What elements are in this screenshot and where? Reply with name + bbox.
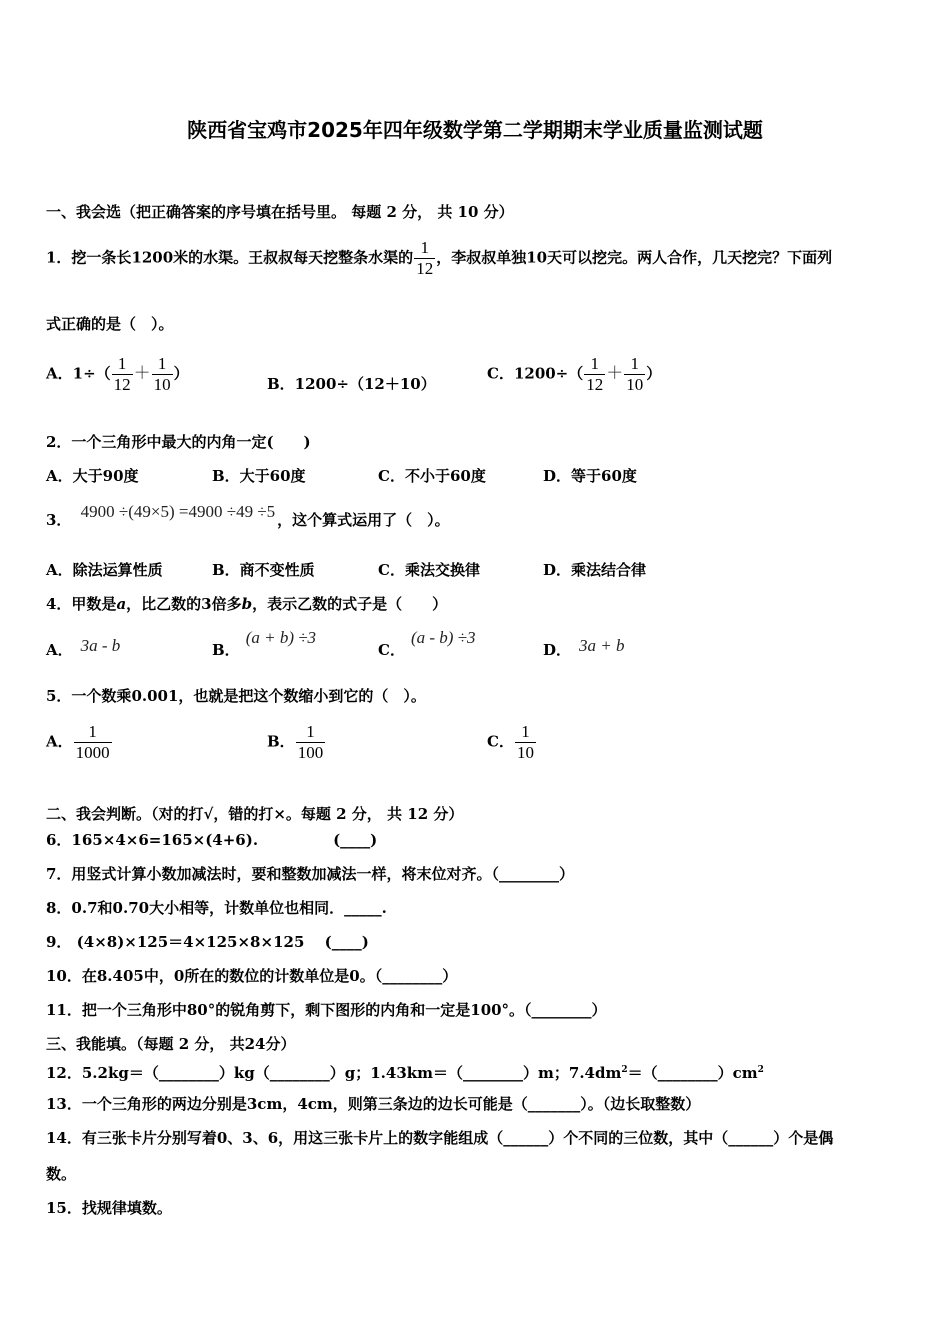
question-4-text xyxy=(46,594,447,614)
superscript-2: 2 xyxy=(757,1065,764,1075)
question-2-option-c: C．不小于60度 xyxy=(378,467,486,485)
question-1-line-2: 式正确的是（ ）。 xyxy=(46,315,174,333)
question-3-line xyxy=(46,502,450,530)
fraction-1-10 xyxy=(515,722,536,763)
fraction-numerator: 1 xyxy=(590,354,600,373)
option-c-label: C． xyxy=(487,732,514,751)
fraction-denominator: 12 xyxy=(586,375,604,394)
question-4-text-c: ，表示乙数的式子是（ ） xyxy=(252,595,448,613)
question-2-option-b: B．大于60度 xyxy=(212,467,306,485)
fraction-numerator: 1 xyxy=(630,354,640,373)
fraction-1-100 xyxy=(296,722,326,763)
page-title: 陕西省宝鸡市2025年四年级数学第二学期期末学业质量监测试题 xyxy=(187,118,763,142)
fraction-numerator: 1 xyxy=(157,354,167,373)
fraction-denominator: 10 xyxy=(626,375,644,394)
question-15-text: 15．找规律填数。 xyxy=(46,1199,172,1217)
option-c-expression: (a - b) ÷3 xyxy=(410,628,476,647)
fraction-numerator: 1 xyxy=(306,722,315,741)
plus-sign: ＋ xyxy=(133,363,151,383)
variable-b: b xyxy=(241,595,253,613)
option-d-expression: 3a + b xyxy=(579,636,625,655)
option-b-expression: (a + b) ÷3 xyxy=(245,628,317,647)
question-14-line-1: 14．有三张卡片分别写着0、3、6，用这三张卡片上的数字能组成（______）个不同的三位数，其中（______）个是偶 xyxy=(46,1129,834,1147)
plus-sign: ＋ xyxy=(606,363,624,383)
question-5-option-b xyxy=(267,722,326,763)
fraction-1-12 xyxy=(414,238,435,279)
question-4-text-b: ，比乙数的3倍多 xyxy=(126,595,242,613)
question-3-option-a: A．除法运算性质 xyxy=(46,561,163,579)
question-2-option-a: A．大于90度 xyxy=(46,467,139,485)
question-12-text xyxy=(46,1060,764,1083)
section-3-heading: 三、我能填。（每题 2 分， 共24分） xyxy=(46,1035,296,1053)
question-11-text: 11．把一个三角形中80°的锐角剪下，剩下图形的内角和一定是100°。（________） xyxy=(46,1001,607,1019)
fraction-numerator: 1 xyxy=(117,354,127,373)
question-13-text: 13．一个三角形的两边分别是3cm，4cm，则第三条边的边长可能是（_______）。（边长取整数） xyxy=(46,1095,701,1113)
question-3-number: 3． xyxy=(46,511,72,529)
question-8-text: 8．0.7和0.70大小相等，计数单位也相同．_____. xyxy=(46,899,387,917)
question-14-line-2: 数。 xyxy=(46,1165,77,1183)
option-c-label: C． xyxy=(378,641,405,659)
option-a-label: A． xyxy=(46,732,73,751)
question-2-text: 2．一个三角形中最大的内角一定( ) xyxy=(46,433,311,451)
superscript-2: 2 xyxy=(621,1065,628,1075)
section-2-heading: 二、我会判断。（对的打√，错的打×。每题 2 分， 共 12 分） xyxy=(46,805,464,823)
fraction-numerator: 1 xyxy=(420,238,429,257)
fraction-1-1000 xyxy=(74,722,112,763)
question-1-line-1 xyxy=(46,238,832,279)
fraction-denominator: 10 xyxy=(516,743,534,762)
question-5-text: 5．一个数乘0.001，也就是把这个数缩小到它的（ ）。 xyxy=(46,687,426,705)
fraction-denominator: 10 xyxy=(153,375,171,394)
variable-a: a xyxy=(116,595,127,613)
question-9-text: 9． (4×8)×125＝4×125×8×125 (____) xyxy=(46,933,369,951)
question-3-option-b: B．商不变性质 xyxy=(212,561,315,579)
fraction-denominator: 100 xyxy=(297,743,324,762)
fraction-denominator: 12 xyxy=(416,259,434,278)
question-4-option-d xyxy=(543,636,625,660)
option-a-expression: 3a - b xyxy=(80,636,121,655)
question-7-text: 7．用竖式计算小数加减法时，要和整数加减法一样，将末位对齐。（________） xyxy=(46,865,574,883)
question-1-text-b: ，李叔叔单独10天可以挖完。两人合作，几天挖完？下面列 xyxy=(436,248,833,267)
question-10-text: 10．在8.405中，0所在的数位的计数单位是0。（________） xyxy=(46,967,458,985)
question-4-option-a xyxy=(46,636,121,660)
fraction-denominator: 1000 xyxy=(75,743,110,762)
option-d-label: D． xyxy=(543,641,572,659)
option-c-label: C．1200÷（ xyxy=(487,364,584,383)
question-5-option-a xyxy=(46,722,113,763)
close-paren: ） xyxy=(173,364,189,383)
question-2-option-d: D．等于60度 xyxy=(543,467,637,485)
option-b-label: B． xyxy=(267,732,295,751)
question-3-expression: 4900 ÷(49×5) =4900 ÷49 ÷5 xyxy=(80,502,276,521)
question-3-text: ，这个算式运用了（ ）。 xyxy=(277,511,450,529)
question-5-option-c xyxy=(487,722,537,763)
question-3-option-d: D．乘法结合律 xyxy=(543,561,647,579)
question-1-text-a: 1．挖一条长1200米的水渠。王叔叔每天挖整条水渠的 xyxy=(46,248,414,267)
section-1-heading: 一、我会选（把正确答案的序号填在括号里。 每题 2 分， 共 10 分） xyxy=(46,203,514,221)
question-3-option-c: C．乘法交换律 xyxy=(378,561,480,579)
fraction xyxy=(152,354,173,395)
question-12-text-b: ＝（________）cm xyxy=(627,1064,758,1082)
question-6-text: 6．165×4×6=165×(4+6). (____) xyxy=(46,831,378,849)
question-1-option-a xyxy=(46,354,189,395)
fraction xyxy=(584,354,605,395)
question-12-text-a: 12．5.2kg＝（________）kg（________）g；1.43km＝（________）m；7.4dm xyxy=(46,1064,622,1082)
option-b-label: B． xyxy=(212,641,240,659)
question-4-option-c xyxy=(378,628,476,660)
question-1-option-b: B．1200÷（12＋10） xyxy=(267,375,436,393)
fraction xyxy=(624,354,645,395)
question-4-text-a: 4．甲数是 xyxy=(46,595,117,613)
fraction-numerator: 1 xyxy=(521,722,530,741)
fraction xyxy=(112,354,133,395)
question-1-option-c xyxy=(487,354,661,395)
fraction-denominator: 12 xyxy=(113,375,131,394)
option-a-label: A． xyxy=(46,641,73,659)
close-paren: ） xyxy=(646,364,662,383)
fraction-numerator: 1 xyxy=(88,722,97,741)
question-4-option-b xyxy=(212,628,317,660)
option-a-label: A．1÷（ xyxy=(46,364,111,383)
